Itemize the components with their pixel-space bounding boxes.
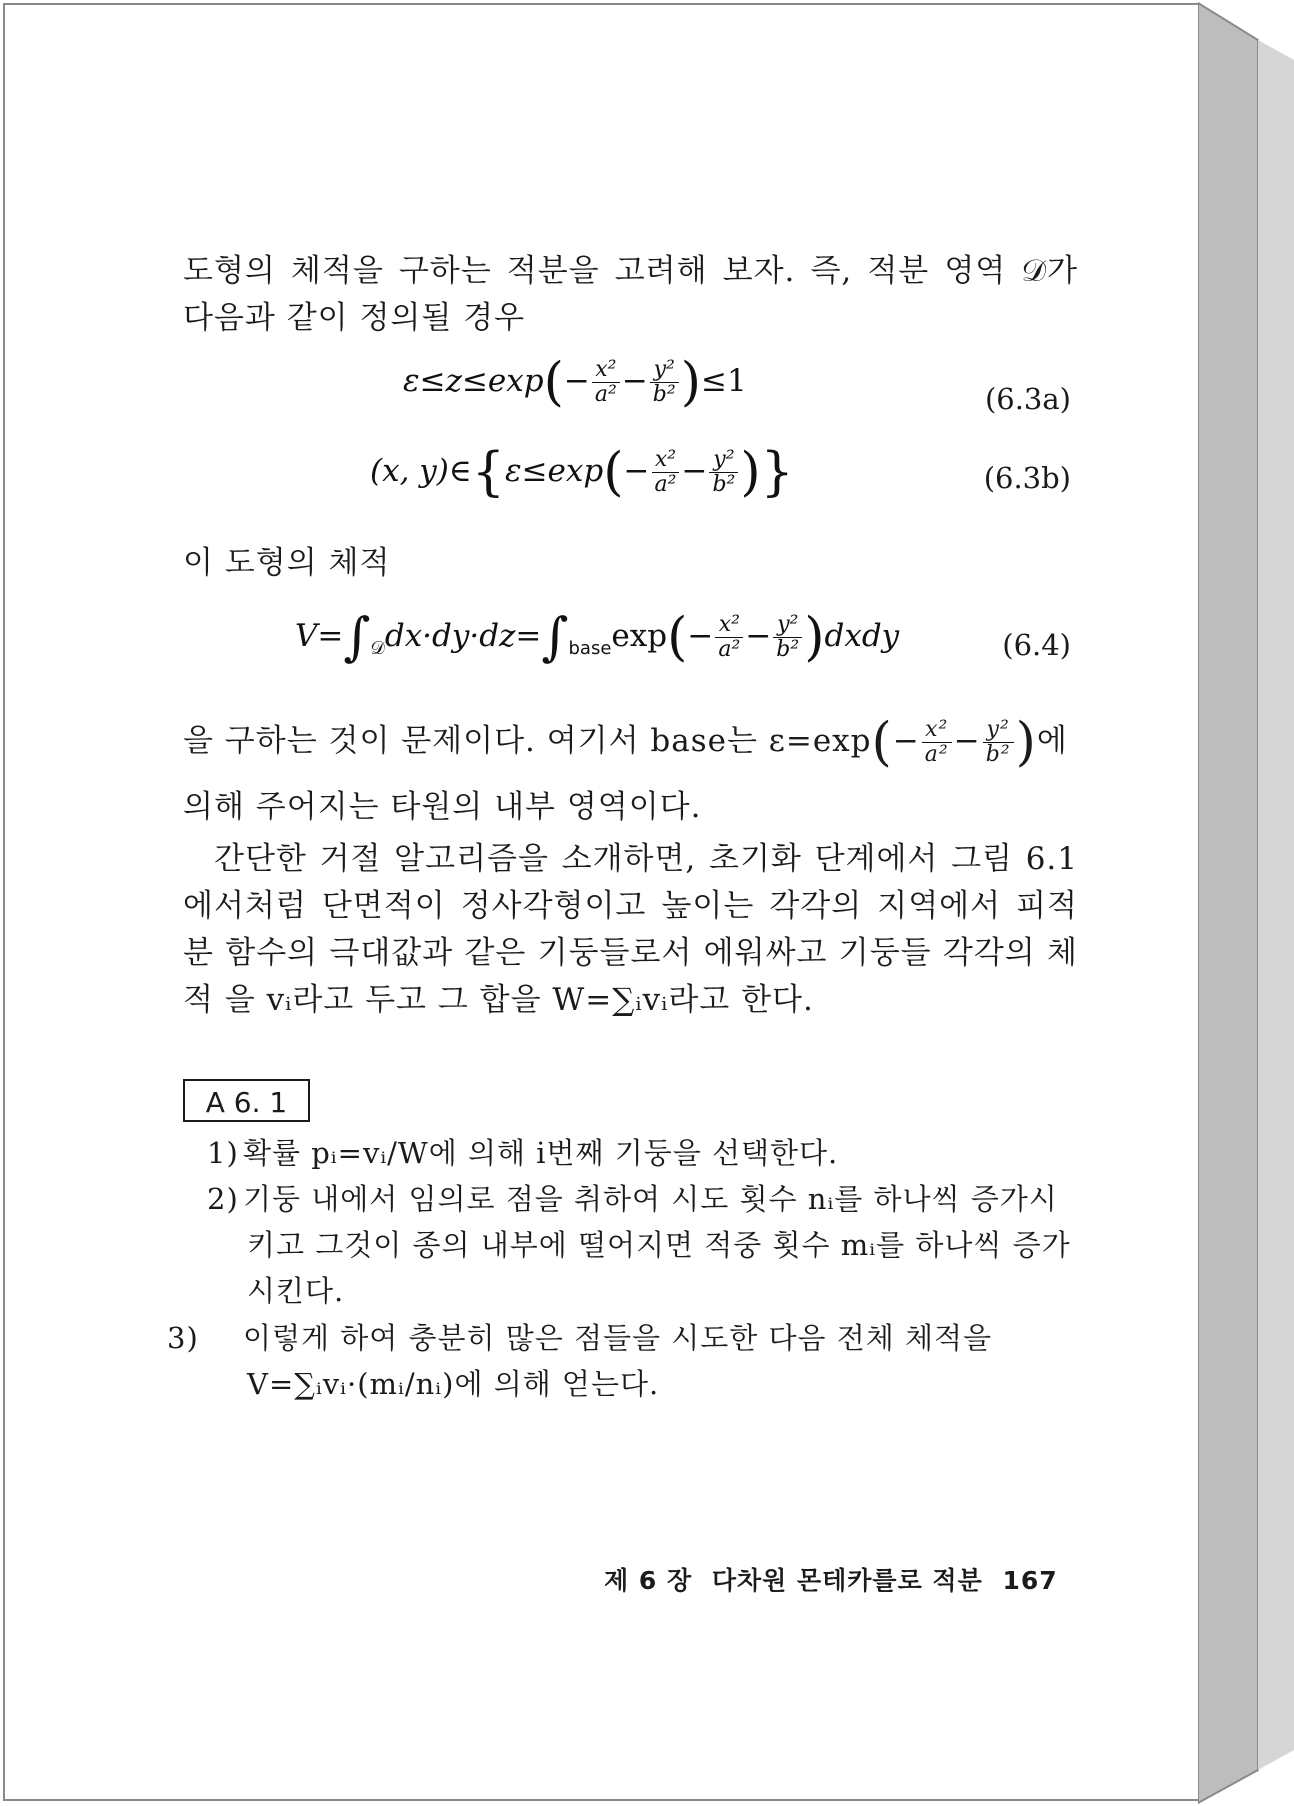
paragraph-algorithm-intro: 간단한 거절 알고리즘을 소개하면, 초기화 단계에서 그림 6.1 에서처럼 단면적이 정사각형이고 높이는 각각의 지역에서 피적분 함수의 극대값과 같은 기둥들로서 에워싸고 기둥들 각각의 체적 을 vᵢ라고 두고 그 합을 W=∑ᵢvᵢ라고 한다. <box>183 841 1078 1018</box>
algorithm-step: 1) 확률 pᵢ=vᵢ/W에 의해 i번째 기둥을 선택한다. <box>207 1136 839 1170</box>
algorithm-label-box: A 6. 1 <box>183 1079 310 1122</box>
eq-b-left: (x, y)∈ <box>370 453 472 489</box>
paragraph-ellipse: 의해 주어지는 타원의 내부 영역이다. <box>183 789 702 825</box>
fraction-x: $\frac{\text{x²}}{\text{a²}}$ <box>922 718 952 767</box>
paragraph-volume: 이 도형의 체적 <box>183 545 391 581</box>
algorithm-step: 3) 이렇게 하여 충분히 많은 점들을 시도한 다음 전체 체적을 V=∑ᵢvᵢ·(mᵢ/nᵢ)에 의해 얻는다. <box>167 1321 993 1401</box>
equation-label-6-3b: (6.3b) <box>983 461 1071 495</box>
fraction-y: $\frac{\text{y²}}{\text{b²}}$ <box>773 613 802 662</box>
footer-chapter: 제 6 장 <box>604 1566 693 1595</box>
equation-6-4: $V=\int_𝒟dx\cdot dy\cdot dz=\int_{base}\exp(-$ $\frac{\text{x²}}{\text{a²}}$ − $\frac{\text{y²}}{\text{b²}}$ )dxdy <box>295 607 900 668</box>
fraction-x: $\frac{\text{x²}}{\text{a²}}$ <box>715 613 743 662</box>
brace-open: { <box>471 442 505 503</box>
brace-close: } <box>760 442 794 503</box>
equation-6-3a: ε≤z≤exp(− $\frac{\text{x²}}{\text{a²}}$ − $\frac{\text{y²}}{\text{b²}}$ )≤1 <box>403 352 747 413</box>
equation-label-6-4: (6.4) <box>1002 628 1071 662</box>
eq-a-right: ≤1 <box>701 363 747 399</box>
equation-6-3b: (x, y)∈{ε≤exp(− $\frac{\text{x²}}{\text{a²}}$ − $\frac{\text{y²}}{\text{b²}}$ )} <box>370 442 794 503</box>
page-number: 167 <box>1002 1566 1058 1595</box>
paragraph-intro: 도형의 체적을 구하는 적분을 고려해 보자. 즉, 적분 영역 𝒟가 다음과 같이 정의될 경우 <box>183 253 1078 336</box>
page-footer <box>604 1561 1068 1597</box>
integral-sign: ∫ <box>343 607 371 668</box>
eq-a-left: ε≤z≤exp <box>403 363 544 399</box>
fraction-y: $\frac{\text{y²}}{\text{b²}}$ <box>983 718 1014 767</box>
fraction-y: $\frac{\text{y²}}{\text{b²}}$ <box>650 358 679 407</box>
fraction-x: $\frac{\text{x²}}{\text{a²}}$ <box>592 358 620 407</box>
fraction-x: $\frac{\text{x²}}{\text{a²}}$ <box>652 448 680 497</box>
footer-title: 다차원 몬테카를로 적분 <box>711 1566 983 1595</box>
integral-sign: ∫ <box>541 607 569 668</box>
book-spine <box>1198 0 1294 1806</box>
algorithm-step: 2) 기둥 내에서 임의로 점을 취하여 시도 횟수 nᵢ를 하나씩 증가시키고 그것이 종의 내부에 떨어지면 적중 횟수 mᵢ를 하나씩 증가시킨다. <box>207 1182 1071 1308</box>
paren-close: ) <box>680 352 701 413</box>
equation-label-6-3a: (6.3a) <box>984 382 1071 416</box>
paren-open: ( <box>543 352 564 413</box>
paragraph-problem: 을 구하는 것이 문제이다. 여기서 base는 ε=exp(− $\frac{\text{x²}}{\text{a²}}$ − $\frac{\text{y²}}{\text{b²}}$ )에 <box>183 712 1068 773</box>
fraction-y: $\frac{\text{y²}}{\text{b²}}$ <box>709 448 738 497</box>
